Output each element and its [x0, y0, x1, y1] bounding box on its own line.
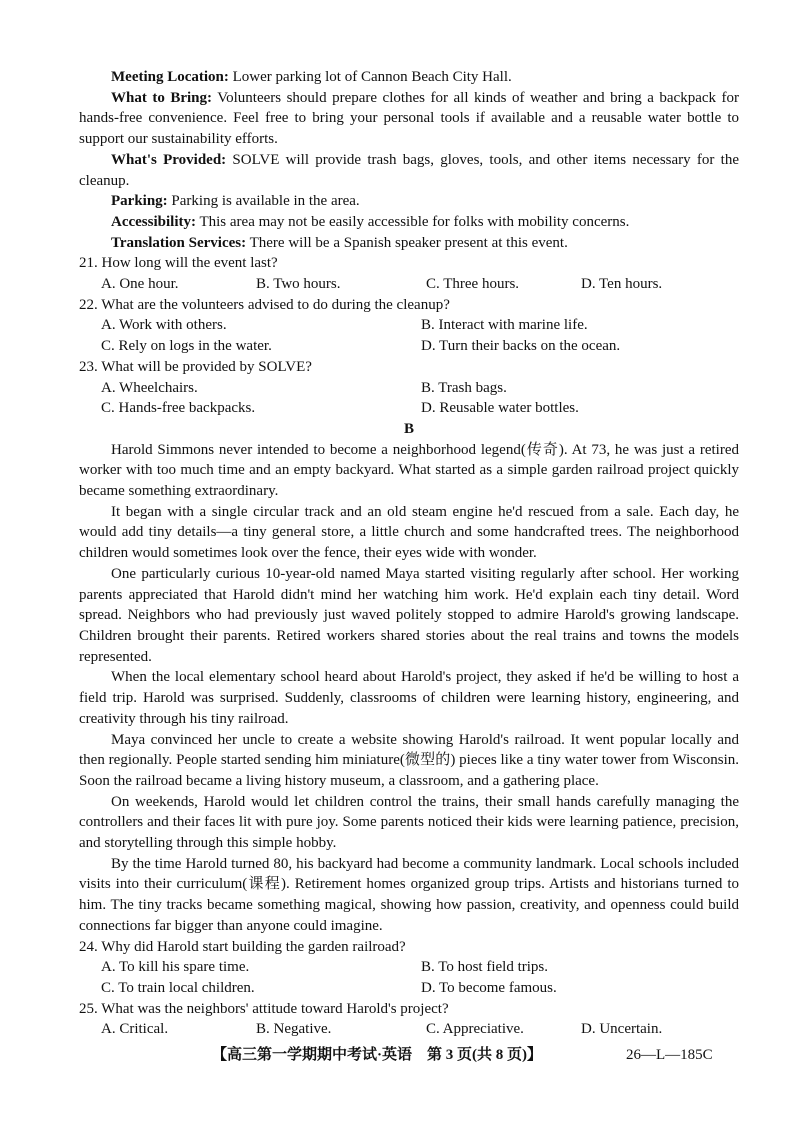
info-text: There will be a Spanish speaker present at this event. — [246, 234, 568, 251]
question-23-stem: 23. What will be provided by SOLVE? — [79, 358, 312, 375]
info-text: Volunteers should prepare clothes for all kinds of weather and bring a backpack for hands-free convenience. Feel free to bring your personal tools if available and a reusable water bottle to support our sustainability efforts. — [79, 89, 739, 148]
option-c: C. Appreciative. — [426, 1021, 524, 1038]
info-text: Lower parking lot of Cannon Beach City Hall. — [228, 69, 512, 85]
info-text: Parking is available in the area. — [167, 193, 360, 210]
footer-paper-code: 26—L—185C — [626, 1047, 713, 1063]
question-24-options — [79, 957, 739, 998]
info-what-to-bring — [79, 88, 739, 150]
option-a: A. Critical. — [101, 1021, 169, 1038]
passage-b-paragraph-1: Harold Simmons never intended to become a neighborhood legend(传奇). At 73, he was just a retired worker with too much time and an empty backyard. What started as a simple garden railroad project quickly became something extraordinary. — [79, 441, 739, 500]
passage-b-paragraph-2: It began with a single circular track and an old steam engine he'd rescued from a sale. Each day, he would add tiny details—a tiny general store, a little church and some handcrafted trees. The neighborhood children would sometimes look over the fence, their eyes wide with wonder. — [79, 503, 739, 562]
option-c: C. Rely on logs in the water. — [101, 338, 272, 355]
page-content — [79, 67, 739, 1040]
option-b: B. Interact with marine life. — [421, 317, 588, 334]
passage-b-paragraph-5: Maya convinced her uncle to create a website showing Harold's railroad. It went popular locally and then regionally. People started sending him miniature(微型的) pieces like a tiny water tower from Wisconsin. Soon the railroad became a living history museum, a classroom, and a gathering place. — [79, 731, 739, 789]
option-c: C. Hands-free backpacks. — [101, 400, 256, 417]
info-parking — [79, 191, 739, 212]
option-a: A. One hour. — [101, 276, 179, 293]
info-text: This area may not be easily accessible for folks with mobility concerns. — [195, 213, 630, 230]
option-b: B. Two hours. — [256, 276, 341, 293]
info-label: Meeting Location: — [111, 69, 229, 85]
passage-b-paragraph-4: When the local elementary school heard about Harold's project, they asked if he'd be willing to host a field trip. Harold was surprised. Suddenly, classrooms of children were learning history, engineering, and creativity through his tiny railroad. — [79, 669, 739, 727]
option-b: B. Negative. — [256, 1021, 332, 1038]
option-c: C. Three hours. — [426, 276, 520, 293]
info-label: Accessibility: — [111, 213, 196, 230]
footer-exam-title: 【高三第一学期期中考试·英语 第 3 页(共 8 页)】 — [212, 1047, 542, 1063]
option-d: D. Turn their backs on the ocean. — [421, 338, 621, 355]
question-25-stem: 25. What was the neighbors' attitude toward Harold's project? — [79, 1000, 449, 1017]
info-label: Translation Services: — [111, 234, 247, 251]
info-label: Parking: — [111, 193, 168, 210]
option-d: D. Uncertain. — [581, 1021, 663, 1038]
option-d: D. Reusable water bottles. — [421, 400, 579, 417]
question-22-stem: 22. What are the volunteers advised to do during the cleanup? — [79, 296, 450, 313]
option-a: A. To kill his spare time. — [101, 959, 250, 976]
option-a: A. Wheelchairs. — [101, 379, 198, 396]
info-label: What's Provided: — [111, 151, 227, 168]
passage-b-paragraph-3: One particularly curious 10-year-old named Maya started visiting regularly after school. Her working parents appreciated that Harold didn't mind her watching him work. He'd explain each tiny detail. Word spread. Neighbors who had previously just waved politely stopped to admire Harold's growing landscape. Children brought their parents. Retired workers shared stories about the real trains and towns the models represented. — [79, 565, 739, 665]
info-label: What to Bring: — [111, 89, 212, 106]
question-23-options — [79, 378, 739, 419]
question-22-options — [79, 315, 739, 356]
info-text: SOLVE will provide trash bags, gloves, tools, and other items necessary for the cleanup. — [79, 151, 739, 189]
option-d: D. Ten hours. — [581, 276, 663, 293]
info-whats-provided — [79, 150, 739, 191]
question-21-stem: 21. How long will the event last? — [79, 255, 278, 272]
info-accessibility — [79, 212, 739, 233]
question-21-options — [79, 274, 739, 295]
question-24-stem: 24. Why did Harold start building the garden railroad? — [79, 938, 406, 955]
option-a: A. Work with others. — [101, 317, 227, 334]
question-25-options — [79, 1019, 739, 1040]
passage-b-paragraph-6: On weekends, Harold would let children control the trains, their small hands carefully managing the controllers and their faces lit with pure joy. Some parents noticed their kids were learning patience, precision, and storytelling through this simple hobby. — [79, 793, 739, 852]
info-translation-services — [79, 233, 739, 254]
passage-b-paragraph-7: By the time Harold turned 80, his backyard had become a community landmark. Local schools included visits into their curriculum(课程). Retirement homes organized group trips. Artists and historians turned to him. The tiny tracks became something magical, showing how passion, creativity, and openness could build connections far bigger than anyone could imagine. — [79, 855, 739, 934]
info-meeting-location — [79, 67, 739, 88]
option-d: D. To become famous. — [421, 979, 557, 996]
option-c: C. To train local children. — [101, 979, 255, 996]
option-b: B. To host field trips. — [421, 959, 549, 976]
option-b: B. Trash bags. — [421, 379, 507, 396]
section-b-title: B — [403, 420, 414, 437]
